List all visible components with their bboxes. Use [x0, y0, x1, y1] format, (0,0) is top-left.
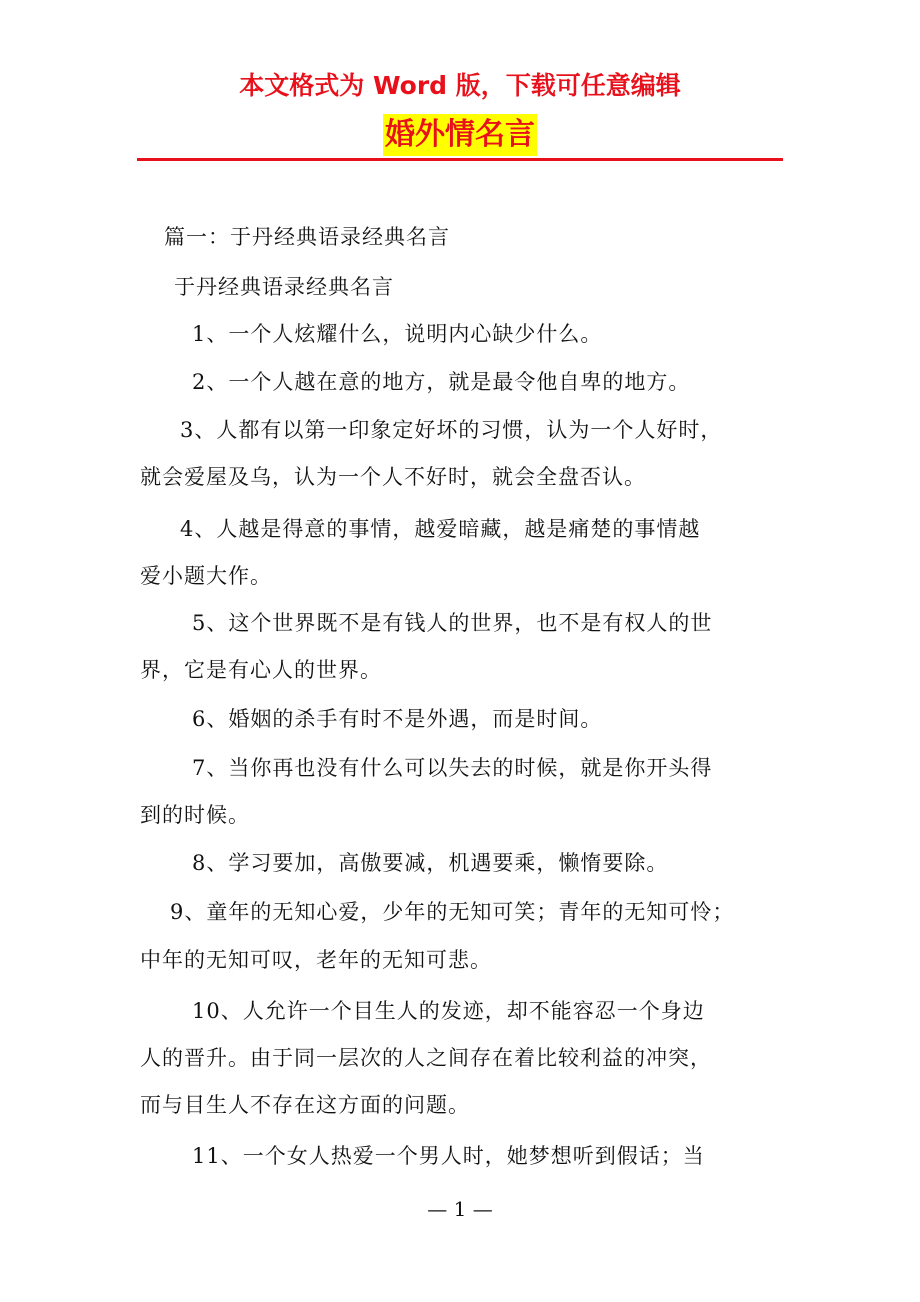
- paragraph-line: 10、人允许一个目生人的发迹，却不能容忍一个身边: [192, 999, 705, 1023]
- paragraph-line: 人的晋升。由于同一层次的人之间存在着比较利益的冲突，: [140, 1046, 712, 1070]
- title-divider: [137, 158, 783, 161]
- format-notice: 本文格式为 Word 版，下载可任意编辑: [239, 71, 681, 100]
- section-heading: 篇一：于丹经典语录经典名言: [164, 225, 450, 249]
- paragraph-line: 爱小题大作。: [140, 564, 272, 588]
- subheading: 于丹经典语录经典名言: [174, 275, 394, 299]
- paragraph-line: 4、人越是得意的事情，越爱暗藏，越是痛楚的事情越: [180, 517, 701, 541]
- title-wrapper: [0, 114, 920, 156]
- paragraph-line: 界，它是有心人的世界。: [140, 658, 382, 682]
- paragraph-line: 6、婚姻的杀手有时不是外遇，而是时间。: [192, 707, 603, 731]
- paragraph-line: 中年的无知可叹，老年的无知可悲。: [140, 948, 492, 972]
- paragraph-line: 而与目生人不存在这方面的问题。: [140, 1093, 470, 1117]
- page-number: — 1 —: [427, 1197, 493, 1221]
- paragraph-line: 5、这个世界既不是有钱人的世界，也不是有权人的世: [192, 611, 713, 635]
- paragraph-line: 11、一个女人热爱一个男人时，她梦想听到假话；当: [192, 1144, 705, 1168]
- paragraph-line: 1、一个人炫耀什么，说明内心缺少什么。: [192, 322, 603, 346]
- document-title: 婚外情名言: [383, 114, 537, 156]
- paragraph-line: 到的时候。: [140, 803, 250, 827]
- paragraph-line: 7、当你再也没有什么可以失去的时候，就是你开头得: [192, 756, 713, 780]
- paragraph-line: 3、人都有以第一印象定好坏的习惯，认为一个人好时，: [180, 418, 723, 442]
- paragraph-line: 9、童年的无知心爱，少年的无知可笑；青年的无知可怜；: [170, 900, 735, 924]
- paragraph-line: 8、学习要加，高傲要减，机遇要乘，懒惰要除。: [192, 851, 669, 875]
- paragraph-line: 2、一个人越在意的地方，就是最令他自卑的地方。: [192, 370, 691, 394]
- paragraph-line: 就会爱屋及乌，认为一个人不好时，就会全盘否认。: [140, 465, 646, 489]
